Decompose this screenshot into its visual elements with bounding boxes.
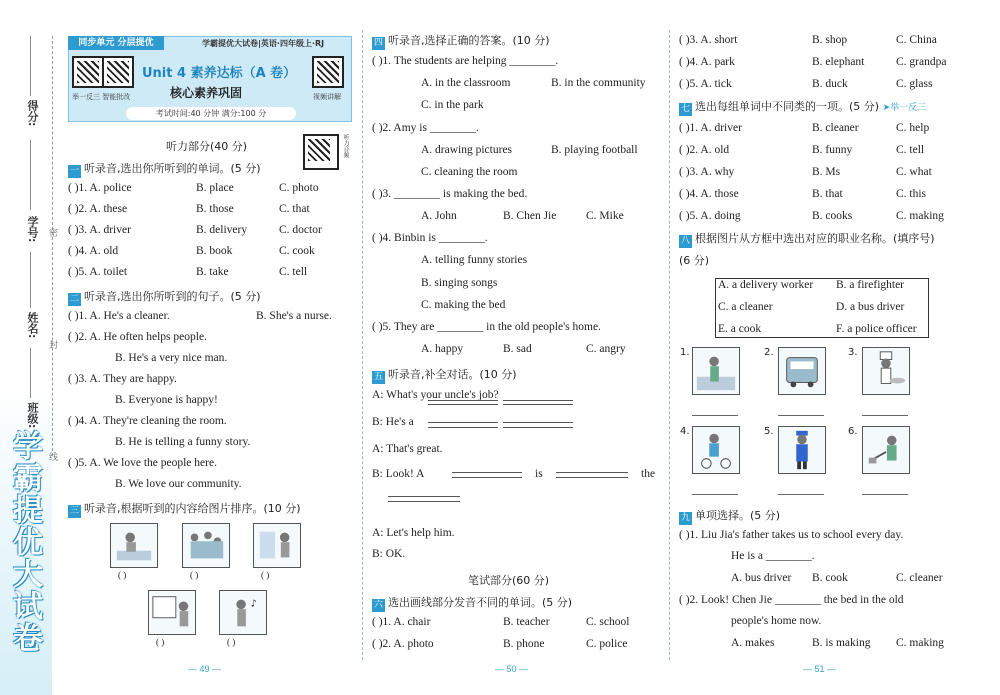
section-7-text: 选出每组单词中不同类的一项。(5 分): [695, 100, 880, 113]
s4-line-12: C. Mike: [586, 210, 624, 222]
s8-num-3: 3.: [848, 347, 858, 358]
s4-line-6: A. drawing pictures: [421, 144, 513, 156]
s4-line-10: A. John: [421, 210, 457, 222]
s8-answer-5[interactable]: [778, 494, 824, 495]
seal-char-2: 封: [47, 340, 57, 349]
s6-q3-b: B. shop: [812, 34, 848, 46]
section-7-badge: 七: [680, 104, 690, 114]
s8-answer-3[interactable]: [862, 415, 908, 416]
s7-q5-b: B. cooks: [812, 210, 853, 222]
s3-bracket-5[interactable]: ( ): [227, 637, 236, 647]
s5-blank-1a[interactable]: [428, 400, 498, 401]
s9-q1-c: C. cleaner: [896, 572, 943, 584]
section-5-badge: 五: [373, 372, 383, 382]
s4-line-7: B. playing football: [551, 144, 638, 156]
s6-q1-a: ( )1. A. chair: [372, 616, 431, 628]
seal-line: [52, 36, 53, 456]
qr-code-left-1[interactable]: [72, 56, 104, 88]
section-6-text: 选出画线部分发音不同的单词。(5 分): [388, 596, 573, 609]
section-6-badge: 六: [373, 600, 383, 610]
s4-line-11: B. Chen Jie: [503, 210, 557, 222]
s7-q5-a: ( )5. A. doing: [679, 210, 741, 222]
s3-bracket-2[interactable]: ( ): [190, 570, 199, 580]
s5-blank-4a[interactable]: [556, 472, 628, 473]
s6-q4-b: B. elephant: [812, 56, 865, 68]
s5-blank-1c[interactable]: [503, 400, 573, 401]
score-label: 得分:: [26, 100, 39, 127]
id-line: [30, 140, 31, 210]
s4-line-14: A. telling funny stories: [421, 254, 528, 266]
s4-line-8: C. cleaning the room: [421, 166, 518, 178]
section-1-text: 听录音,选出你所听到的单词。(5 分): [84, 162, 261, 175]
s5-line-b3: B: OK.: [372, 548, 406, 560]
unit-title: Unit 4 素养达标（A 卷）: [142, 66, 297, 81]
s5-line-a2: A: That's great.: [372, 443, 443, 455]
s9-q2-a: A. makes: [731, 637, 775, 649]
s4-line-19: B. sad: [503, 343, 532, 355]
s2-q1-a: ( )1. A. He's a cleaner.: [68, 310, 170, 322]
s2-q1-b: B. She's a nurse.: [256, 310, 332, 322]
s3-picture-1: [110, 523, 158, 568]
class-line: [30, 348, 31, 398]
s7-q3-a: ( )3. A. why: [679, 166, 735, 178]
s8-picture-5: [778, 426, 826, 474]
qr-listen-caption: 听力音频: [342, 134, 349, 158]
s4-line-18: A. happy: [421, 343, 464, 355]
s8-picture-6: [862, 426, 910, 474]
s1-q4-a: ( )4. A. old: [68, 245, 119, 257]
s4-line-3: B. in the community: [551, 77, 646, 89]
s7-q4-b: B. that: [812, 188, 843, 200]
s6-q5-c: C. glass: [896, 78, 933, 90]
exam-info: 考试时间:40 分钟 满分:100 分: [126, 107, 296, 120]
s4-line-2: A. in the classroom: [421, 77, 511, 89]
s7-q1-b: B. cleaner: [812, 122, 859, 134]
s8-option-f: F. a police officer: [836, 323, 917, 335]
score-line: [30, 36, 31, 96]
s7-q4-c: C. this: [896, 188, 927, 200]
written-heading: 笔试部分(60 分): [468, 574, 550, 587]
column-divider-1: [362, 30, 363, 660]
s8-answer-2[interactable]: [778, 415, 824, 416]
s5-blank-2b[interactable]: [428, 427, 498, 428]
s7-q2-c: C. tell: [896, 144, 925, 156]
s1-q5-b: B. take: [196, 266, 229, 278]
s9-q1-cont: He is a ________.: [731, 550, 815, 562]
s9-q2-cont: people's home now.: [731, 615, 822, 627]
s1-q3-b: B. delivery: [196, 224, 248, 236]
s1-q1-a: ( )1. A. police: [68, 182, 132, 194]
s7-extra-link[interactable]: ➤举一反三: [882, 103, 927, 113]
s5-blank-5a[interactable]: [388, 496, 460, 497]
s5-line-b2c: the: [641, 468, 656, 480]
svg-text:♪: ♪: [250, 598, 257, 610]
s1-q1-b: B. place: [196, 182, 234, 194]
section-3-text: 听录音,根据听到的内容给图片排序。(10 分): [84, 502, 301, 515]
s8-option-a: A. a delivery worker: [718, 279, 814, 291]
s8-picture-2: [778, 347, 826, 395]
section-8-badge: 八: [680, 236, 690, 246]
s3-picture-2: [182, 523, 230, 568]
page-number-49: — 49 —: [188, 664, 222, 674]
s9-q1-b: B. cook: [812, 572, 848, 584]
unit-subtitle: 核心素养巩固: [170, 86, 243, 100]
class-label: 班级:: [26, 402, 39, 429]
qr-code-right[interactable]: [312, 56, 344, 88]
s6-q1-b: B. teacher: [503, 616, 550, 628]
s6-q2-b: B. phone: [503, 638, 545, 650]
s4-line-9: ( )3. ________ is making the bed.: [372, 188, 528, 200]
s6-q2-a: ( )2. A. photo: [372, 638, 434, 650]
page-number-50: — 50 —: [495, 664, 529, 674]
seal-char-3: 线: [47, 452, 57, 461]
s5-blank-1b[interactable]: [428, 404, 498, 405]
s3-picture-5: [219, 590, 267, 635]
s1-q5-c: C. tell: [279, 266, 308, 278]
s2-q2-a: ( )2. A. He often helps people.: [68, 331, 207, 343]
s6-q1-c: C. school: [586, 616, 630, 628]
column-divider-2: [669, 30, 670, 660]
s5-line-a3: A: Let's help him.: [372, 527, 455, 539]
section-6-title: [372, 594, 572, 612]
s7-q3-c: C. what: [896, 166, 932, 178]
s4-line-5: ( )2. Amy is ________.: [372, 122, 479, 134]
page-number-51: — 51 —: [803, 664, 837, 674]
s8-num-6: 6.: [848, 426, 858, 437]
s2-q3-a: ( )3. A. They are happy.: [68, 373, 177, 385]
qr-left-caption: 举一反三 智能批改: [72, 93, 131, 101]
s4-line-4: C. in the park: [421, 99, 484, 111]
section-9-badge: 九: [680, 513, 690, 523]
s8-option-c: C. a cleaner: [718, 301, 773, 313]
s2-q5-b: B. We love our community.: [115, 478, 242, 490]
s1-q4-c: C. cook: [279, 245, 315, 257]
s8-answer-6[interactable]: [862, 494, 908, 495]
s7-q1-a: ( )1. A. driver: [679, 122, 742, 134]
s5-blank-1d[interactable]: [503, 404, 573, 405]
s5-blank-3b[interactable]: [452, 477, 522, 478]
section-5-title: [372, 366, 517, 384]
s4-line-15: B. singing songs: [421, 277, 498, 289]
s2-q3-b: B. Everyone is happy!: [115, 394, 218, 406]
section-2-title: [68, 288, 261, 306]
seal-char-1: 密: [47, 228, 57, 237]
section-4-text: 听录音,选择正确的答案。(10 分): [388, 34, 550, 47]
s3-bracket-3[interactable]: ( ): [261, 570, 270, 580]
qr-code-listening[interactable]: [303, 134, 339, 170]
s2-q4-a: ( )4. A. They're cleaning the room.: [68, 415, 227, 427]
section-3-title: [68, 500, 301, 518]
s8-num-5: 5.: [764, 426, 774, 437]
s4-line-13: ( )4. Binbin is ________.: [372, 232, 488, 244]
s5-blank-2a[interactable]: [428, 422, 498, 423]
s8-score: (6 分): [679, 254, 710, 267]
listening-heading: 听力部分(40 分): [166, 140, 248, 153]
s1-q2-c: C. that: [279, 203, 310, 215]
s3-bracket-1[interactable]: ( ): [118, 570, 127, 580]
s2-q4-b: B. He is telling a funny story.: [115, 436, 251, 448]
qr-right-caption: 视频讲解: [313, 93, 341, 101]
book-info: 学霸提优大试卷|英语·四年级上·RJ: [202, 39, 325, 48]
section-2-text: 听录音,选出你所听到的句子。(5 分): [84, 290, 261, 303]
section-1-title: [68, 160, 261, 178]
s6-q5-a: ( )5. A. tick: [679, 78, 732, 90]
s2-q5-a: ( )5. A. We love the people here.: [68, 457, 217, 469]
s3-picture-4: [148, 590, 196, 635]
s8-num-4: 4.: [680, 426, 690, 437]
s4-line-20: C. angry: [586, 343, 626, 355]
name-line: [30, 252, 31, 308]
s1-q2-a: ( )2. A. these: [68, 203, 128, 215]
name-label: 姓名:: [26, 312, 39, 339]
section-9-title: [679, 507, 780, 525]
s7-q4-a: ( )4. A. those: [679, 188, 739, 200]
s8-picture-4: [692, 426, 740, 474]
s5-blank-2c[interactable]: [503, 422, 573, 423]
s5-blank-3a[interactable]: [452, 472, 522, 473]
s1-q2-b: B. those: [196, 203, 234, 215]
section-9-text: 单项选择。(5 分): [695, 509, 781, 522]
section-5-text: 听录音,补全对话。(10 分): [388, 368, 517, 381]
s5-line-a1: A: What's your uncle's job?: [372, 389, 499, 401]
s9-q1-a: A. bus driver: [731, 572, 792, 584]
section-3-badge: 三: [69, 506, 79, 516]
s9-q2-b: B. is making: [812, 637, 871, 649]
section-4-badge: 四: [373, 38, 383, 48]
s5-blank-2d[interactable]: [503, 427, 573, 428]
s3-picture-3: [253, 523, 301, 568]
s1-q4-b: B. book: [196, 245, 233, 257]
s1-q3-a: ( )3. A. driver: [68, 224, 131, 236]
s8-answer-1[interactable]: [692, 415, 738, 416]
s1-q1-c: C. photo: [279, 182, 319, 194]
s2-q2-b: B. He's a very nice man.: [115, 352, 228, 364]
s6-q3-c: C. China: [896, 34, 937, 46]
s1-q5-a: ( )5. A. toilet: [68, 266, 128, 278]
s5-line-b1: B: He's a: [372, 416, 414, 428]
section-7-title: [679, 98, 926, 116]
s8-option-b: B. a firefighter: [836, 279, 905, 291]
section-4-title: [372, 32, 550, 50]
s8-option-d: D. a bus driver: [836, 301, 905, 313]
s4-line-16: C. making the bed: [421, 299, 506, 311]
s3-bracket-4[interactable]: ( ): [156, 637, 165, 647]
s8-picture-1: [692, 347, 740, 395]
s7-q2-a: ( )2. A. old: [679, 144, 730, 156]
s9-q2-c: C. making: [896, 637, 944, 649]
id-label: 学号:: [26, 216, 39, 243]
s5-line-b2a: B: Look! A: [372, 468, 425, 480]
s6-q5-b: B. duck: [812, 78, 848, 90]
section-8-text: 根据图片从方框中选出对应的职业名称。(填序号): [695, 232, 935, 245]
unit-tag: 同步单元 分层提优: [68, 36, 164, 50]
qr-code-left-2[interactable]: [102, 56, 134, 88]
s8-num-2: 2.: [764, 347, 774, 358]
s9-q1: ( )1. Liu Jia's father takes us to school every day.: [679, 529, 904, 541]
section-1-badge: 一: [69, 166, 79, 176]
s7-q3-b: B. Ms: [812, 166, 841, 178]
s7-q5-c: C. making: [896, 210, 944, 222]
s8-picture-3: [862, 347, 910, 395]
s8-option-e: E. a cook: [718, 323, 762, 335]
s8-answer-4[interactable]: [692, 494, 738, 495]
s7-q1-c: C. help: [896, 122, 930, 134]
s6-q3-a: ( )3. A. short: [679, 34, 738, 46]
s4-line-1: ( )1. The students are helping ________.: [372, 55, 559, 67]
s8-num-1: 1.: [680, 347, 690, 358]
s9-q2: ( )2. Look! Chen Jie ________ the bed in the old: [679, 594, 904, 606]
s7-q2-b: B. funny: [812, 144, 853, 156]
s5-line-b2b: is: [535, 468, 543, 480]
s6-q4-a: ( )4. A. park: [679, 56, 735, 68]
s1-q3-c: C. doctor: [279, 224, 322, 236]
s6-q4-c: C. grandpa: [896, 56, 947, 68]
s5-blank-5b[interactable]: [388, 501, 460, 502]
s4-line-17: ( )5. They are ________ in the old people's home.: [372, 321, 601, 333]
s6-q2-c: C. police: [586, 638, 628, 650]
s5-blank-4b[interactable]: [556, 477, 628, 478]
section-2-badge: 二: [69, 294, 79, 304]
section-8-title: [679, 230, 935, 248]
brand-vertical: 学霸提优大试卷: [7, 430, 42, 654]
